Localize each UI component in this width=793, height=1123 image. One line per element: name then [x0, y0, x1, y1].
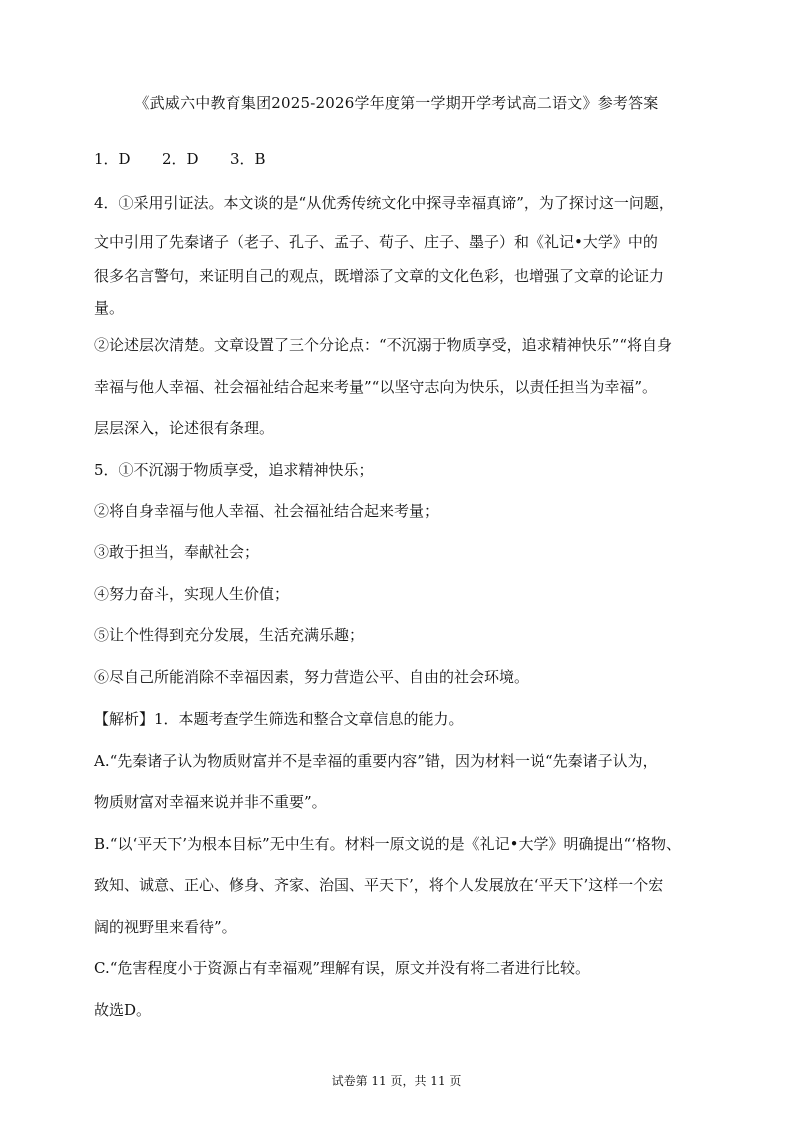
- q5-line: ③敢于担当，奉献社会；: [94, 543, 260, 561]
- q4-line: 4．①采用引证法。本文谈的是“从优秀传统文化中探寻幸福真谛”，为了探讨这一问题，: [94, 194, 674, 212]
- q5-line: ④努力奋斗，实现人生价值；: [94, 585, 290, 603]
- q5-line: ②将自身幸福与他人幸福、社会福祉结合起来考量；: [94, 502, 440, 520]
- analysis-line: 故选D。: [94, 1001, 152, 1019]
- q5-line: ⑤让个性得到充分发展，生活充满乐趣；: [94, 626, 365, 644]
- q5-line: 5．①不沉溺于物质享受，追求精神快乐；: [94, 461, 374, 479]
- analysis-line: 【解析】1．本题考查学生筛选和整合文章信息的能力。: [94, 710, 464, 728]
- analysis-line: 阔的视野里来看待”。: [94, 918, 237, 936]
- q4-line: 幸福与他人幸福、社会福祉结合起来考量”“以坚守志向为快乐，以责任担当为幸福”。: [94, 378, 658, 396]
- analysis-line: B.“以‘平天下’为根本目标”无中生有。材料一原文说的是《礼记•大学》明确提出“‘格物、: [94, 835, 681, 853]
- answer-3: 3．B: [230, 150, 266, 168]
- analysis-line: 致知、诚意、正心、修身、齐家、治国、平天下’，将个人发展放在‘平天下’这样一个宏: [94, 876, 664, 894]
- q5-line: ⑥尽自己所能消除不幸福因素，努力营造公平、自由的社会环境。: [94, 668, 530, 686]
- answer-1: 1．D: [94, 150, 131, 168]
- page-footer: 试卷第 11 页，共 11 页: [331, 1074, 462, 1088]
- analysis-line: 物质财富对幸福来说并非不重要”。: [94, 793, 327, 811]
- analysis-line: C.“危害程度小于资源占有幸福观”理解有误，原文并没有将二者进行比较。: [94, 959, 591, 977]
- q4-line: ②论述层次清楚。文章设置了三个分论点：“不沉溺于物质享受，追求精神快乐”“将自身: [94, 336, 673, 354]
- q4-line: 层层深入，论述很有条理。: [94, 419, 275, 437]
- page-title: 《武威六中教育集团2025-2026学年度第一学期开学考试高二语文》参考答案: [134, 94, 659, 112]
- analysis-line: A.“先秦诸子认为物质财富并不是幸福的重要内容”错，因为材料一说“先秦诸子认为，: [94, 752, 658, 770]
- q4-line: 很多名言警句，来证明自己的观点，既增添了文章的文化色彩，也增强了文章的论证力: [94, 267, 665, 285]
- q4-line: 文中引用了先秦诸子（老子、孔子、孟子、荀子、庄子、墨子）和《礼记•大学》中的: [94, 233, 658, 251]
- q4-line: 量。: [94, 299, 125, 317]
- answer-2: 2．D: [162, 150, 199, 168]
